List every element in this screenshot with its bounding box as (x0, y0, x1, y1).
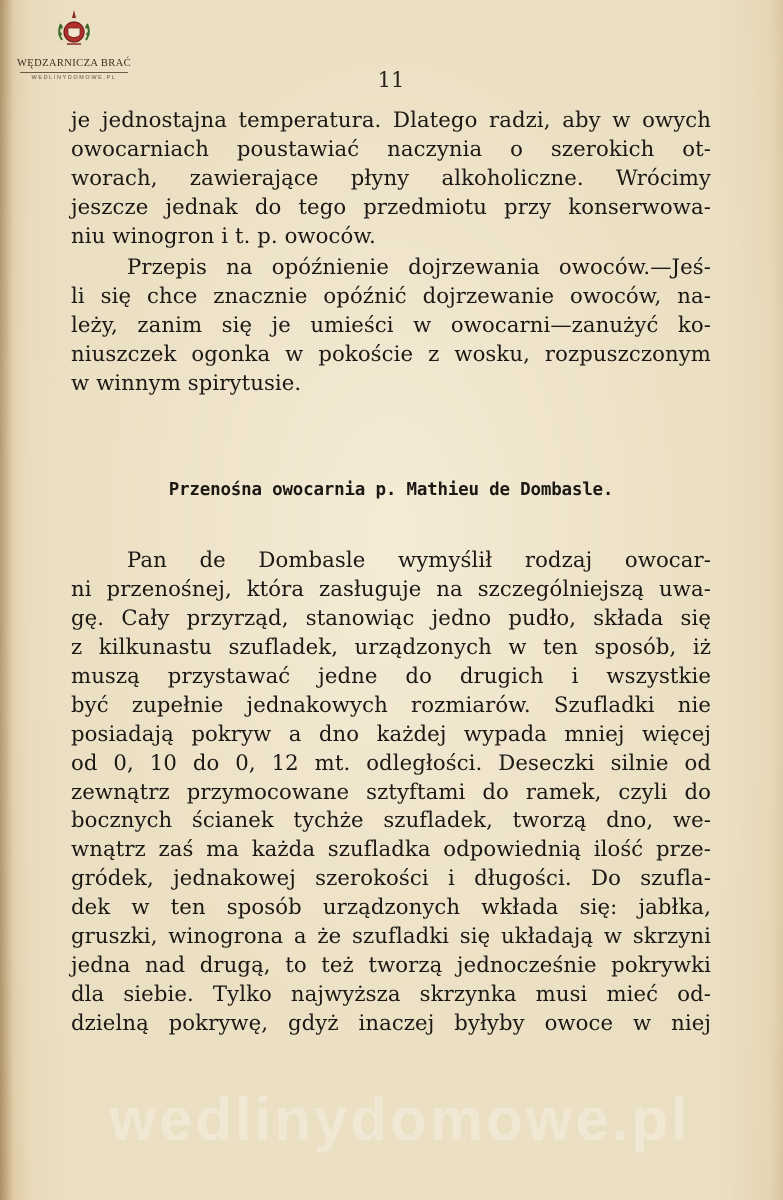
text-line: bocznych ścianek tychże szufladek, tworzą dno, we- (71, 807, 711, 833)
logo (14, 8, 134, 96)
paragraph-3 (71, 546, 711, 1038)
text-line: z kilkunastu szufladek, urządzonych w ten sposób, iż (71, 633, 711, 659)
text-line: być zupełnie jednakowych rozmiarów. Szufladki nie (71, 691, 711, 717)
text-line: gę. Cały przyrząd, stanowiąc jedno pudło, składa się (71, 604, 711, 630)
text-line: wnątrz zaś ma każda szufladka odpowiednią ilość prze- (71, 836, 711, 862)
text-line: jedna nad drugą, to też tworzą jednocześnie pokrywki (71, 952, 711, 978)
text-line: niu winogron i t. p. owoców. (71, 222, 376, 248)
coat-of-arms-icon (53, 8, 95, 52)
text-line: zewnątrz przymocowane sztyftami do ramek, czyli do (71, 778, 711, 804)
section-heading: Przenośna owocarnia p. Mathieu de Dombasle. (168, 480, 614, 500)
text-line: Przepis na opóźnienie dojrzewania owoców.—Jeś- (127, 254, 711, 279)
text-line: leży, zanim się je umieści w owocarni—zanużyć ko- (71, 311, 711, 337)
logo-url: WEDLINYDOMOWE.PL (31, 75, 117, 81)
watermark: wedlinydomowe.pl (109, 1086, 691, 1153)
text-line: worach, zawierające płyny alkoholiczne. Wrócimy (71, 164, 711, 190)
logo-divider (20, 72, 128, 73)
paragraph-1 (71, 106, 711, 251)
text-line: od 0, 10 do 0, 12 mt. odległości. Deseczki silnie od (71, 749, 711, 775)
text-line: ni przenośnej, która zasługuje na szczególniejszą uwa- (71, 575, 711, 601)
text-line: posiadają pokryw a dno każdej wypada mniej więcej (71, 720, 711, 746)
text-line: gródek, jednakowej szerokości i długości. Do szufla- (71, 865, 711, 891)
logo-name: WĘDZARNICZA BRAĆ (16, 58, 132, 69)
text-line: muszą przystawać jedne do drugich i wszystkie (71, 662, 711, 688)
text-line: gruszki, winogrona a że szufladki się układają w skrzyni (71, 923, 711, 949)
paragraph-2 (71, 253, 711, 398)
page-number: 11 (377, 68, 405, 92)
text-line: owocarniach poustawiać naczynia o szerokich ot- (71, 135, 711, 161)
text-line: li się chce znacznie opóźnić dojrzewanie owoców, na- (71, 282, 711, 308)
text-line: niuszczek ogonka w pokoście z wosku, rozpuszczonym (71, 340, 711, 366)
page-edge-shadow (0, 0, 14, 1200)
text-line: je jednostajna temperatura. Dlatego radzi, aby w owych (71, 107, 711, 132)
text-line: dek w ten sposób urządzonych wkłada się: jabłka, (71, 894, 711, 920)
text-line: dla siebie. Tylko najwyższa skrzynka musi mieć od- (71, 981, 711, 1007)
text-line: dzielną pokrywę, gdyż inaczej byłyby owoce w niej (71, 1010, 711, 1035)
text-line: w winnym spirytusie. (71, 369, 302, 395)
text-line: Pan de Dombasle wymyślił rodzaj owocar- (127, 547, 711, 572)
text-line: jeszcze jednak do tego przedmiotu przy konserwowa- (71, 193, 711, 219)
